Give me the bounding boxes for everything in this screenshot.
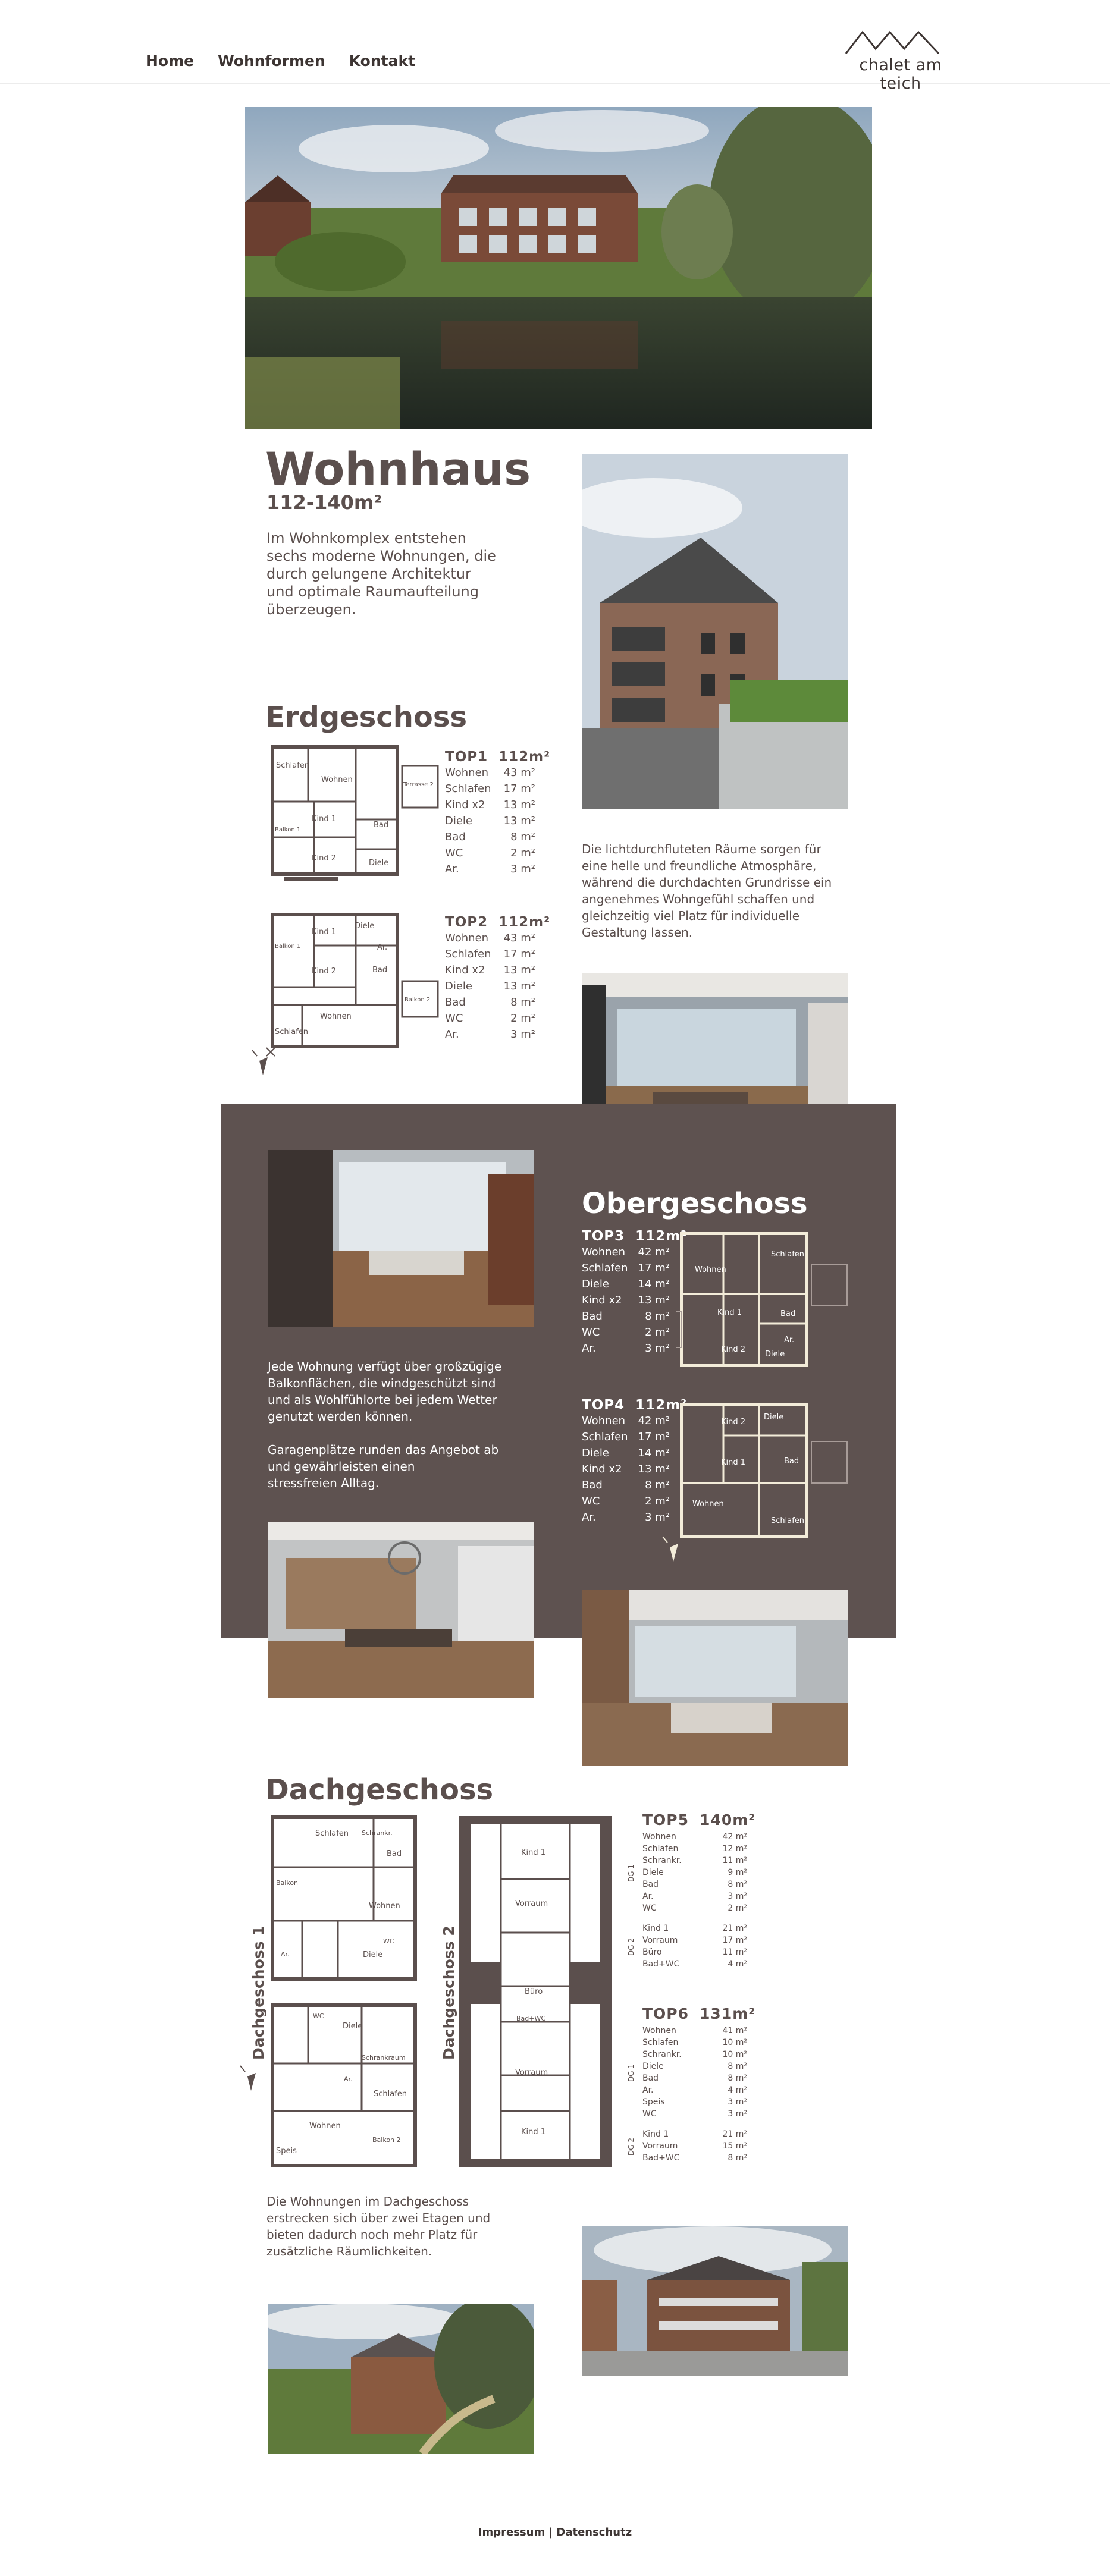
room-area: 12 m² [722, 1844, 747, 1854]
spec-row [642, 2037, 747, 2049]
spec-group [627, 2128, 747, 2164]
room-area: 11 m² [722, 1856, 747, 1865]
room-label: Wohnen [309, 2122, 341, 2131]
spec-row [642, 1946, 747, 1958]
datenschutz-link[interactable]: Datenschutz [556, 2526, 632, 2539]
room-label: Speis [276, 2147, 297, 2156]
spec-row [642, 2140, 747, 2152]
room-name: Schlafen [582, 1431, 628, 1443]
room-area: 41 m² [722, 2026, 747, 2035]
room-name: WC [582, 1326, 600, 1339]
lounge-photo [582, 1590, 848, 1766]
room-name: Ar. [582, 1342, 596, 1355]
spec-row [445, 1026, 535, 1042]
room-name: Schlafen [582, 1262, 628, 1274]
spec-row [582, 1292, 670, 1308]
spec-top5 [627, 1811, 756, 1970]
room-label: Kind 2 [312, 854, 337, 863]
room-label: Schlafen [315, 1829, 349, 1838]
intro-text: Im Wohnkomplex entstehen sechs moderne Wohnungen, die durch gelungene Architektur und optimale Raumaufteilung überzeugen. [266, 530, 496, 618]
room-area: 42 m² [638, 1246, 670, 1258]
room-area: 14 m² [638, 1278, 670, 1290]
room-label: Bad [784, 1457, 799, 1466]
room-label: Ar. [344, 2075, 353, 2083]
room-name: Ar. [582, 1511, 596, 1523]
room-area: 3 m² [510, 1028, 535, 1041]
spec-row [642, 1922, 747, 1934]
room-label: Schrankr. [362, 1829, 393, 1837]
room-area: 13 m² [503, 799, 535, 811]
erdgeschoss-heading: Erdgeschoss [265, 700, 468, 734]
room-label: Balkon 1 [275, 943, 301, 950]
floor-group-label: DG 2 [627, 2138, 635, 2156]
room-area: 8 m² [510, 831, 535, 843]
room-name: WC [445, 1012, 463, 1025]
spec-row [642, 1855, 747, 1867]
spec-row [582, 1324, 670, 1340]
room-name: Ar. [642, 2085, 654, 2095]
spec-row [642, 2049, 747, 2060]
spec-row [642, 1878, 747, 1890]
room-name: Bad [445, 996, 466, 1009]
room-label: Kind 2 [721, 1418, 746, 1427]
spec-row [445, 946, 535, 962]
floorplan-top3 [676, 1229, 854, 1371]
unit-title: TOP3 112m² [582, 1229, 688, 1244]
room-label: Ar. [377, 943, 388, 952]
room-label: Kind 1 [312, 815, 337, 824]
room-name: WC [642, 2109, 657, 2119]
floor-group-label: DG 2 [627, 1938, 635, 1956]
room-area: 11 m² [722, 1947, 747, 1957]
spec-group [627, 1831, 747, 1914]
room-area: 42 m² [638, 1415, 670, 1427]
spec-row [642, 2128, 747, 2140]
room-label: Ar. [784, 1336, 795, 1344]
room-name: Wohnen [582, 1415, 626, 1427]
brand-logo[interactable] [838, 29, 964, 93]
room-area: 8 m² [728, 1880, 747, 1889]
mountain-logo-icon [838, 29, 964, 56]
room-label: Diele [343, 2022, 363, 2031]
room-name: Büro [642, 1947, 662, 1957]
room-label: Bad+WC [516, 2015, 546, 2022]
plan-label-dg1: Dachgeschoss 1 [250, 1925, 267, 2060]
room-label: Wohnen [692, 1500, 724, 1509]
room-area: 43 m² [503, 766, 535, 779]
room-name: Schrankr. [642, 2050, 682, 2059]
spec-row [582, 1276, 670, 1292]
room-name: Bad+WC [642, 2153, 680, 2163]
floor-group-label: DG 1 [627, 1864, 635, 1882]
room-name: Vorraum [642, 2141, 678, 2151]
room-name: Speis [642, 2097, 665, 2107]
site-header [0, 0, 1110, 93]
building-aerial-photo [582, 2226, 848, 2376]
room-label: Schlafen [276, 761, 310, 770]
room-name: Diele [582, 1447, 610, 1459]
room-name: Wohnen [445, 766, 489, 779]
spec-row [445, 765, 535, 781]
spec-row [642, 1902, 747, 1914]
room-name: Diele [445, 980, 473, 992]
footer-separator: | [548, 2526, 553, 2539]
room-label: Kind 1 [717, 1308, 742, 1317]
room-area: 17 m² [722, 1936, 747, 1945]
spec-group [627, 2025, 747, 2120]
room-area: 17 m² [503, 783, 535, 795]
spec-top1 [445, 749, 551, 877]
spec-row [445, 797, 535, 813]
logo-text: chalet am teich [859, 56, 942, 93]
obergeschoss-heading: Obergeschoss [582, 1187, 808, 1220]
room-label: Balkon [276, 1879, 299, 1887]
spec-group [627, 1922, 747, 1970]
room-label: Schrankraum [362, 2054, 406, 2062]
building-garden-photo [268, 2304, 534, 2454]
nav-kontakt-link[interactable]: Kontakt [349, 52, 416, 70]
room-area: 2 m² [510, 847, 535, 859]
room-name: Diele [582, 1278, 610, 1290]
floorplan-dg1 [266, 1814, 421, 2170]
room-label: Bad [372, 966, 388, 975]
room-label: Kind 1 [721, 1458, 746, 1467]
room-label: Diele [355, 922, 375, 931]
spec-row [642, 2072, 747, 2084]
room-area: 13 m² [503, 964, 535, 976]
room-name: Diele [445, 815, 473, 827]
room-name: Schlafen [445, 783, 491, 795]
spec-row [642, 1890, 747, 1902]
unit-title: TOP1 112m² [445, 749, 551, 765]
room-label: Schlafen [771, 1516, 805, 1525]
north-arrow-icon [250, 1048, 277, 1082]
spec-top4 [582, 1397, 688, 1525]
room-name: Schrankr. [642, 1856, 682, 1865]
spec-row [582, 1493, 670, 1509]
room-area: 8 m² [645, 1310, 670, 1322]
nav-wohnformen-link[interactable]: Wohnformen [218, 52, 325, 70]
room-name: WC [642, 1903, 657, 1913]
room-area: 2 m² [645, 1495, 670, 1507]
spec-row [642, 2025, 747, 2037]
room-name: Wohnen [642, 1832, 676, 1842]
spec-row [642, 1843, 747, 1855]
room-label: WC [383, 1937, 394, 1945]
spec-row [445, 845, 535, 861]
room-name: Kind 1 [642, 2129, 669, 2139]
room-name: Schlafen [642, 2038, 679, 2047]
room-area: 21 m² [722, 1924, 747, 1933]
room-area: 9 m² [728, 1868, 747, 1877]
room-label: Diele [363, 1950, 383, 1959]
room-name: Wohnen [582, 1246, 626, 1258]
room-label: Wohnen [695, 1265, 726, 1274]
unit-title: TOP6 131m² [642, 2005, 756, 2022]
room-name: Diele [642, 2062, 664, 2071]
room-area: 8 m² [645, 1479, 670, 1491]
room-area: 2 m² [510, 1012, 535, 1025]
room-label: Kind 1 [312, 928, 337, 937]
room-area: 13 m² [503, 815, 535, 827]
room-area: 2 m² [728, 1903, 747, 1913]
spec-row [582, 1509, 670, 1525]
spec-top3 [582, 1229, 688, 1356]
room-area: 17 m² [503, 948, 535, 960]
room-label: Diele [369, 859, 389, 868]
room-area: 43 m² [503, 932, 535, 944]
room-area: 8 m² [728, 2062, 747, 2071]
room-name: Schlafen [642, 1844, 679, 1854]
erdgeschoss-text: Die lichtdurchfluteten Räume sorgen für eine helle und freundliche Atmosphäre, während die durchdachten Grundrisse ein angenehmes Wohngefühl schaffen und gleichzeitig viel Platz für individuelle Gestaltung lassen. [582, 842, 832, 940]
site-footer [0, 2526, 1110, 2539]
unit-title: TOP4 112m² [582, 1397, 688, 1413]
kitchen-dining-photo [268, 1522, 534, 1698]
living-room-photo [268, 1150, 534, 1327]
room-name: Kind x2 [445, 964, 485, 976]
spec-row [582, 1445, 670, 1461]
room-label: Schlafen [374, 2090, 407, 2099]
room-label: Kind 2 [721, 1345, 746, 1354]
spec-row [445, 829, 535, 845]
room-name: WC [582, 1495, 600, 1507]
room-name: Ar. [642, 1892, 654, 1901]
room-label: Wohnen [320, 1012, 352, 1021]
room-area: 8 m² [728, 2153, 747, 2163]
spec-row [642, 2060, 747, 2072]
floorplan-top2 [266, 910, 443, 1058]
room-name: Schlafen [445, 948, 491, 960]
building-side-photo [582, 454, 848, 809]
room-name: WC [445, 847, 463, 859]
room-area: 8 m² [728, 2074, 747, 2083]
room-label: Ar. [281, 1950, 290, 1958]
room-area: 13 m² [638, 1294, 670, 1306]
room-area: 13 m² [503, 980, 535, 992]
room-area: 10 m² [722, 2050, 747, 2059]
room-label: Bad [780, 1309, 796, 1318]
spec-row [582, 1308, 670, 1324]
spec-row [445, 813, 535, 829]
spec-row [642, 2096, 747, 2108]
north-arrow-icon [238, 2063, 265, 2097]
main-nav [146, 52, 415, 70]
spec-row [582, 1413, 670, 1429]
plan-label-dg2: Dachgeschoss 2 [440, 1925, 457, 2060]
room-name: Bad+WC [642, 1959, 680, 1969]
room-area: 3 m² [645, 1511, 670, 1523]
room-area: 2 m² [645, 1326, 670, 1339]
spec-row [582, 1429, 670, 1445]
room-label: Balkon 1 [275, 827, 301, 833]
room-area: 42 m² [722, 1832, 747, 1842]
room-name: Wohnen [445, 932, 489, 944]
dachgeschoss-text: Die Wohnungen im Dachgeschoss erstrecken sich über zwei Etagen und bieten dadurch noch mehr Platz für zusätzliche Räumlichkeiten. [266, 2194, 491, 2258]
room-label: Diele [764, 1413, 784, 1422]
room-label: Büro [525, 1987, 543, 1996]
floorplan-top4 [676, 1400, 854, 1543]
room-name: Kind x2 [582, 1463, 622, 1475]
spec-row [582, 1461, 670, 1477]
spec-row [582, 1477, 670, 1493]
room-name: Kind 1 [642, 1924, 669, 1933]
room-label: Vorraum [515, 2068, 548, 2077]
room-label: Kind 2 [312, 967, 337, 976]
spec-row [445, 930, 535, 946]
spec-row [445, 861, 535, 877]
room-area: 14 m² [638, 1447, 670, 1459]
room-area: 10 m² [722, 2038, 747, 2047]
spec-row [582, 1244, 670, 1260]
room-label: Kind 1 [521, 1848, 546, 1857]
room-label: Terrasse 2 [403, 781, 434, 788]
room-area: 13 m² [638, 1463, 670, 1475]
floorplan-top1 [266, 742, 443, 885]
spec-row [445, 978, 535, 994]
spec-row [445, 781, 535, 797]
spec-row [445, 1010, 535, 1026]
room-label: Bad [387, 1849, 402, 1858]
north-arrow-icon [660, 1534, 688, 1568]
room-name: Kind x2 [445, 799, 485, 811]
nav-home-link[interactable]: Home [146, 52, 195, 70]
room-label: Schlafen [275, 1028, 309, 1036]
spec-row [642, 1831, 747, 1843]
room-area: 3 m² [510, 863, 535, 875]
spec-row [582, 1260, 670, 1276]
spec-row [445, 962, 535, 978]
room-name: Kind x2 [582, 1294, 622, 1306]
spec-row [642, 2152, 747, 2164]
room-label: Wohnen [369, 1902, 400, 1911]
unit-title: TOP2 112m² [445, 915, 551, 930]
room-area: 3 m² [645, 1342, 670, 1355]
room-area: 4 m² [728, 1959, 747, 1969]
room-label: WC [313, 2012, 324, 2020]
dachgeschoss-heading: Dachgeschoss [265, 1773, 494, 1807]
room-name: Bad [642, 1880, 659, 1889]
page-subtitle: 112-140m² [266, 491, 382, 514]
room-area: 3 m² [728, 2109, 747, 2119]
room-area: 8 m² [510, 996, 535, 1009]
room-name: Wohnen [642, 2026, 676, 2035]
room-area: 4 m² [728, 2085, 747, 2095]
impressum-link[interactable]: Impressum [478, 2526, 545, 2539]
room-label: Bad [374, 821, 389, 830]
spec-row [642, 2084, 747, 2096]
room-name: Diele [642, 1868, 664, 1877]
spec-row [642, 1867, 747, 1878]
spec-top6 [627, 2005, 756, 2164]
spec-row [642, 2108, 747, 2120]
room-area: 15 m² [722, 2141, 747, 2151]
room-name: Bad [445, 831, 466, 843]
room-label: Kind 1 [521, 2128, 546, 2137]
room-label: Schlafen [771, 1250, 805, 1259]
room-area: 17 m² [638, 1431, 670, 1443]
room-name: Bad [642, 2074, 659, 2083]
room-name: Ar. [445, 863, 459, 875]
room-area: 17 m² [638, 1262, 670, 1274]
spec-row [582, 1340, 670, 1356]
spec-row [445, 994, 535, 1010]
room-name: Bad [582, 1310, 603, 1322]
room-label: Wohnen [321, 775, 353, 784]
spec-row [642, 1934, 747, 1946]
hero-building-photo [245, 107, 872, 429]
room-area: 3 m² [728, 2097, 747, 2107]
obergeschoss-text: Jede Wohnung verfügt über großzügige Balkonflächen, die windgeschützt sind und als Wohlfühlorte bei jedem Wetter genutzt werden können. Garagenplätze runden das Angebot ab und gewährleisten einen stressfreien Alltag. [268, 1359, 502, 1490]
floorplan-dg2 [459, 1814, 612, 2170]
room-label: Balkon 2 [405, 997, 431, 1003]
room-area: 3 m² [728, 1892, 747, 1901]
room-name: Ar. [445, 1028, 459, 1041]
page-title: Wohnhaus [265, 442, 531, 495]
spec-top2 [445, 915, 551, 1042]
room-area: 21 m² [722, 2129, 747, 2139]
room-label: Diele [765, 1350, 785, 1359]
room-label: Vorraum [515, 1899, 548, 1908]
room-name: Bad [582, 1479, 603, 1491]
room-label: Balkon 2 [372, 2136, 401, 2144]
unit-title: TOP5 140m² [642, 1811, 756, 1829]
floor-group-label: DG 1 [627, 2064, 635, 2082]
room-name: Vorraum [642, 1936, 678, 1945]
spec-row [642, 1958, 747, 1970]
